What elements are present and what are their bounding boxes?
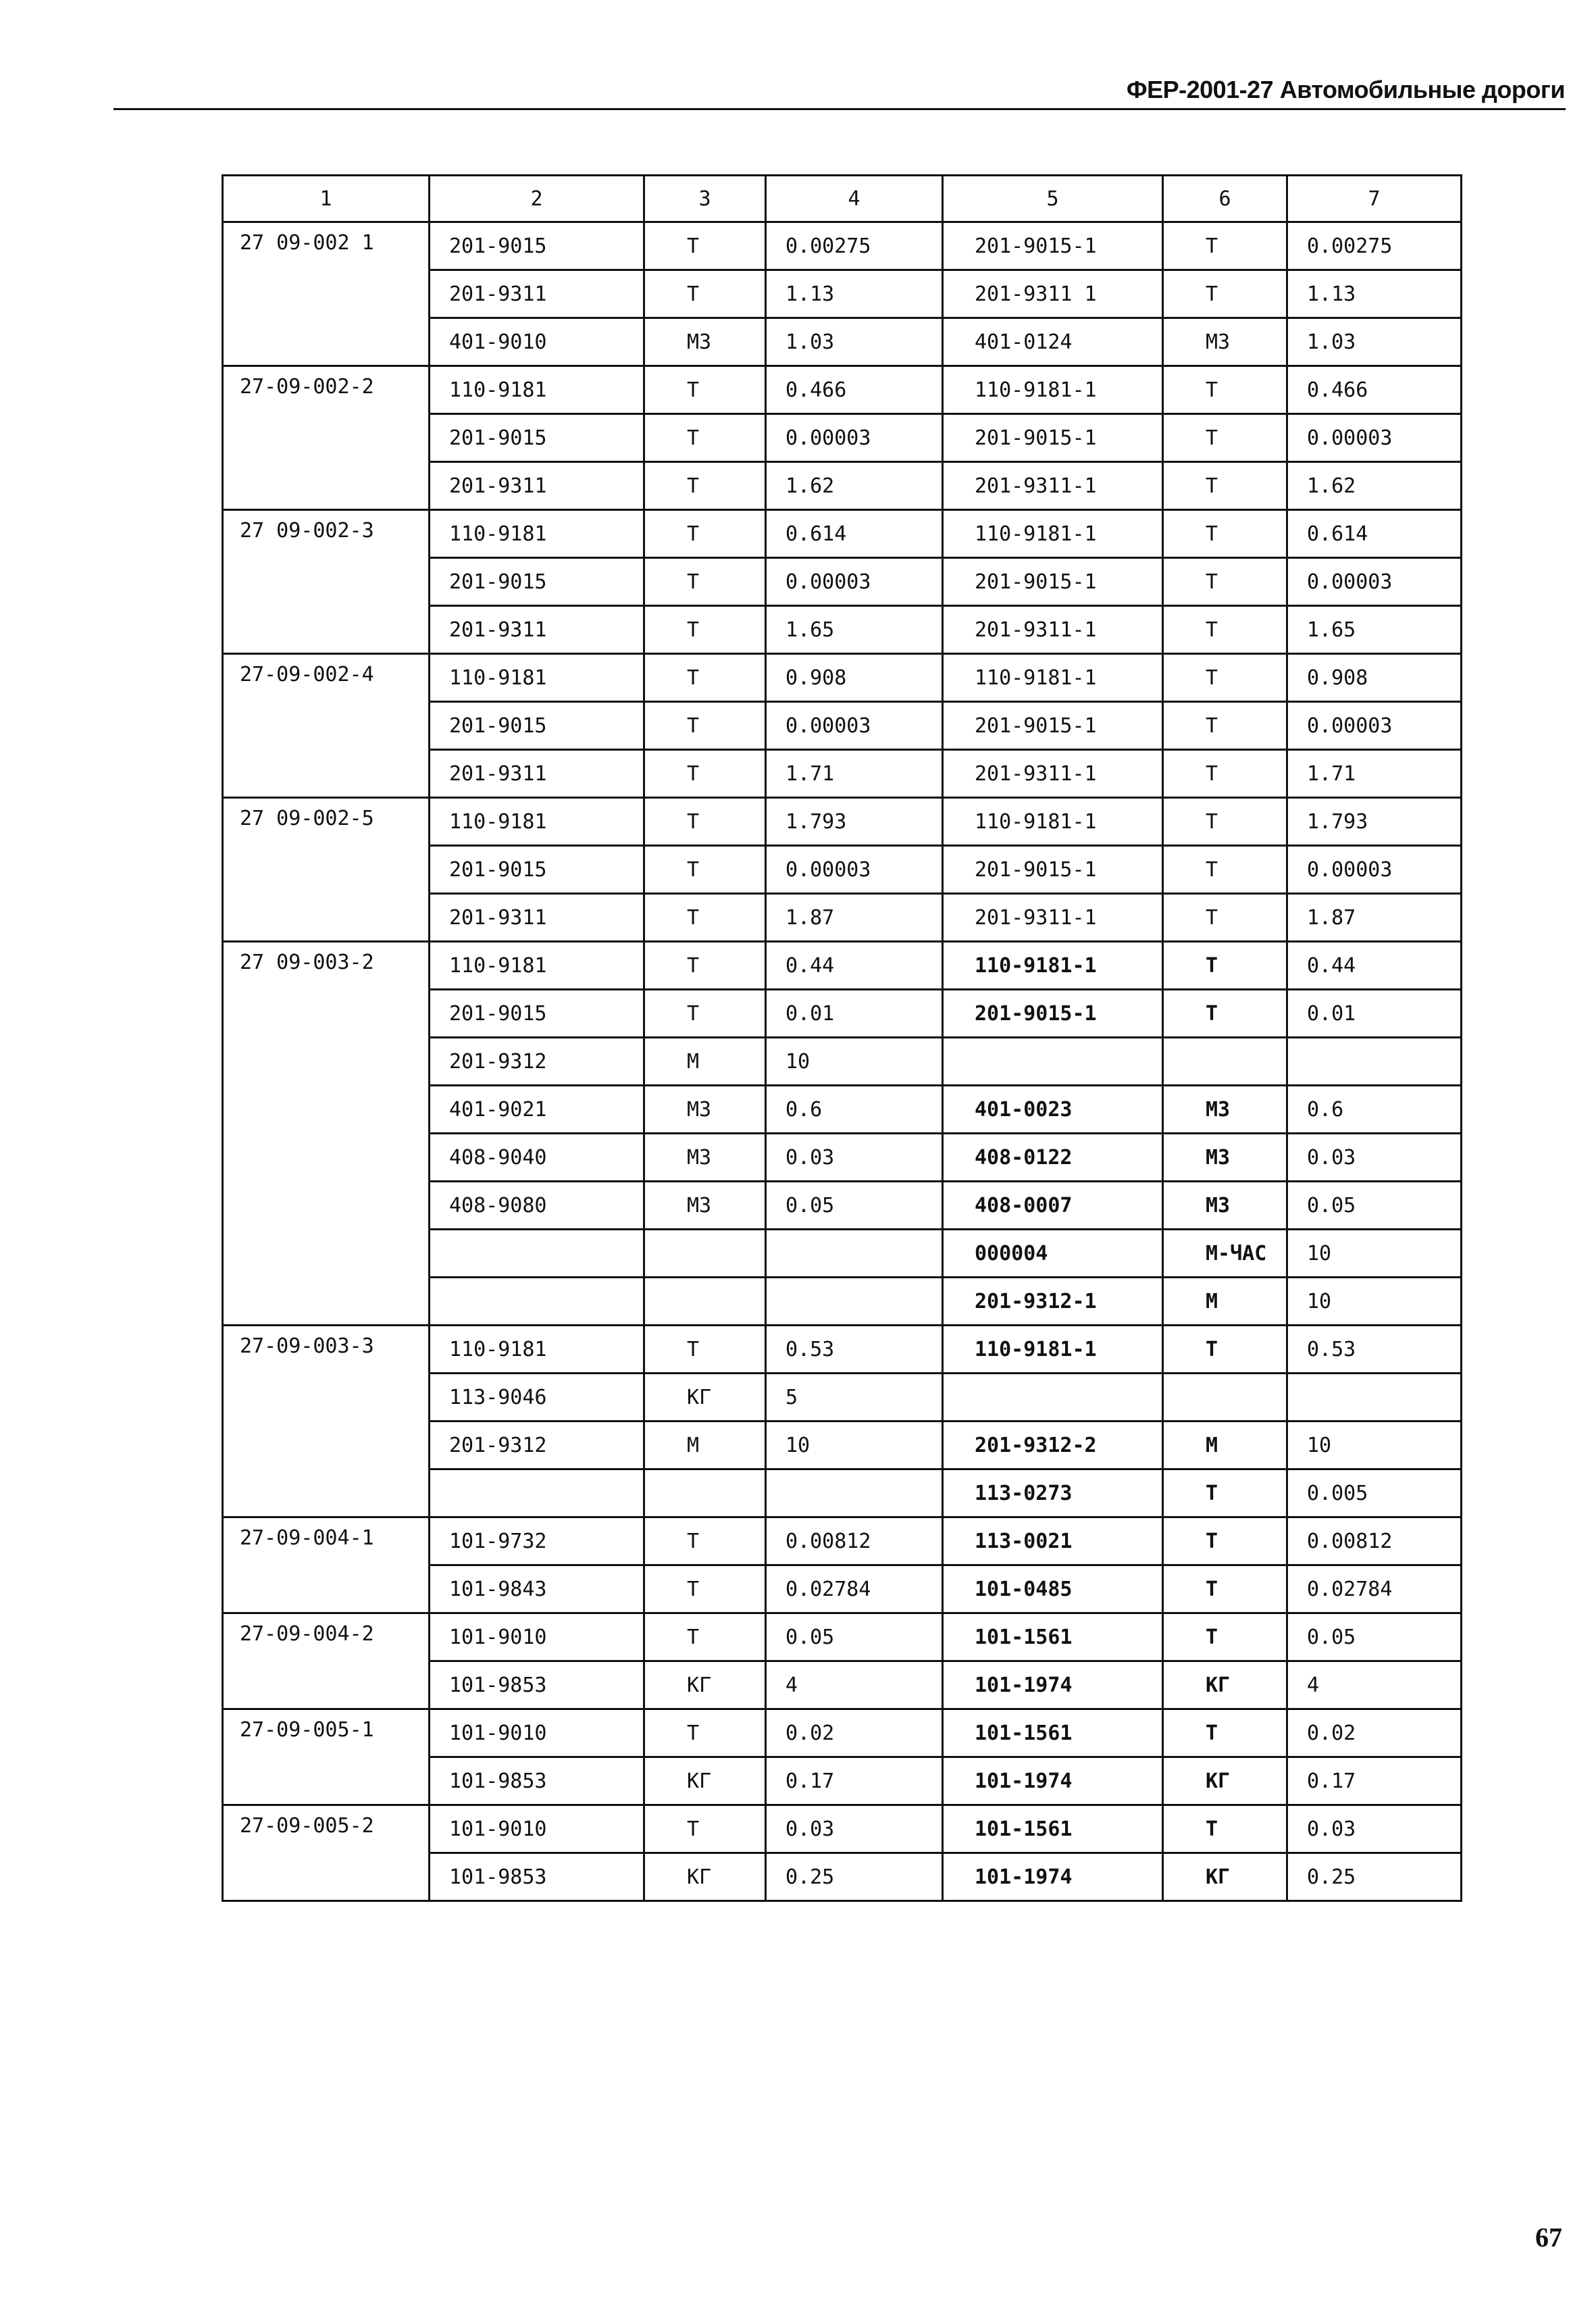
header-divider: [113, 108, 1566, 110]
table-cell: 0.03: [1287, 1805, 1462, 1853]
table-cell: 201-9311: [430, 462, 644, 510]
table-cell: 0.00003: [1287, 414, 1462, 462]
table-cell: 10: [1287, 1278, 1462, 1326]
table-cell: 201-9311: [430, 606, 644, 654]
table-cell: T: [644, 1565, 766, 1613]
table-cell: 0.6: [766, 1086, 943, 1134]
table-cell: T: [1163, 414, 1287, 462]
table-cell: T: [644, 942, 766, 990]
table-cell: 201-9015-1: [943, 702, 1163, 750]
table-cell: 201-9311-1: [943, 894, 1163, 942]
table-cell: 0.00003: [766, 702, 943, 750]
page-number: 67: [1535, 2222, 1562, 2253]
table-cell: [644, 1278, 766, 1326]
table-cell: T: [644, 1709, 766, 1757]
table-cell: 0.908: [1287, 654, 1462, 702]
table-cell: КГ: [644, 1661, 766, 1709]
rate-code-cell: 27 09-002-5: [223, 798, 430, 942]
table-cell: 110-9181: [430, 510, 644, 558]
table-cell: T: [644, 846, 766, 894]
table-cell: T: [1163, 222, 1287, 270]
table-cell: T: [644, 414, 766, 462]
table-cell: M3: [644, 318, 766, 366]
table-cell: T: [644, 750, 766, 798]
column-header: 5: [943, 176, 1163, 222]
document-title: ФЕР-2001-27 Автомобильные дороги: [1126, 76, 1565, 103]
table-cell: T: [644, 222, 766, 270]
table-row: [223, 1613, 1462, 1661]
table-cell: T: [1163, 750, 1287, 798]
table-cell: [1163, 1038, 1287, 1086]
table-cell: 101-9010: [430, 1805, 644, 1853]
table-cell: 201-9311-1: [943, 462, 1163, 510]
table-cell: T: [1163, 510, 1287, 558]
table-cell: 110-9181-1: [943, 1326, 1163, 1374]
table-cell: [1287, 1374, 1462, 1422]
table-cell: 4: [766, 1661, 943, 1709]
table-cell: T: [644, 462, 766, 510]
table-row: [223, 1517, 1462, 1565]
table-cell: 201-9312: [430, 1038, 644, 1086]
table-cell: 201-9015: [430, 222, 644, 270]
table-cell: T: [1163, 462, 1287, 510]
table-cell: [430, 1230, 644, 1278]
table-cell: T: [1163, 894, 1287, 942]
table-cell: 110-9181: [430, 366, 644, 414]
table-cell: КГ: [1163, 1757, 1287, 1805]
table-cell: M-ЧАС: [1163, 1230, 1287, 1278]
table-cell: [1163, 1374, 1287, 1422]
table-cell: 201-9311: [430, 894, 644, 942]
table-cell: 101-1561: [943, 1613, 1163, 1661]
rate-code-cell: 27 09-002 1: [223, 222, 430, 366]
table-cell: T: [1163, 798, 1287, 846]
table-cell: КГ: [644, 1374, 766, 1422]
table-cell: [943, 1374, 1163, 1422]
table-cell: 0.00003: [766, 846, 943, 894]
table-cell: 401-9010: [430, 318, 644, 366]
table-cell: 101-9010: [430, 1613, 644, 1661]
rate-code-cell: 27-09-002-4: [223, 654, 430, 798]
table-cell: 113-0273: [943, 1469, 1163, 1517]
table-cell: 0.908: [766, 654, 943, 702]
table-cell: 401-9021: [430, 1086, 644, 1134]
table-header-row: [223, 176, 1462, 222]
table-cell: T: [644, 1326, 766, 1374]
table-cell: T: [1163, 1565, 1287, 1613]
table-cell: 0.00275: [766, 222, 943, 270]
table-cell: 0.466: [1287, 366, 1462, 414]
column-header: 2: [430, 176, 644, 222]
table-cell: [766, 1278, 943, 1326]
table-cell: 101-9853: [430, 1757, 644, 1805]
table-cell: [644, 1469, 766, 1517]
table-cell: 0.00003: [1287, 846, 1462, 894]
table-cell: 0.02: [766, 1709, 943, 1757]
table-cell: T: [1163, 1805, 1287, 1853]
rate-code-cell: 27-09-005-1: [223, 1709, 430, 1805]
table-cell: T: [644, 702, 766, 750]
table-cell: 101-1974: [943, 1661, 1163, 1709]
table-cell: T: [1163, 1469, 1287, 1517]
table-cell: 0.00812: [1287, 1517, 1462, 1565]
table-cell: 110-9181: [430, 798, 644, 846]
table-cell: 0.17: [766, 1757, 943, 1805]
table-cell: 0.05: [766, 1613, 943, 1661]
table-cell: T: [644, 558, 766, 606]
table-cell: [766, 1230, 943, 1278]
column-header: 3: [644, 176, 766, 222]
column-header: 7: [1287, 176, 1462, 222]
table-cell: 0.53: [1287, 1326, 1462, 1374]
table-cell: 5: [766, 1374, 943, 1422]
table-row: [223, 222, 1462, 270]
table-cell: 408-0007: [943, 1182, 1163, 1230]
table-cell: T: [644, 606, 766, 654]
table-cell: 201-9312: [430, 1422, 644, 1469]
table-cell: 401-0023: [943, 1086, 1163, 1134]
table-cell: M3: [644, 1182, 766, 1230]
table-cell: M3: [644, 1086, 766, 1134]
table-cell: 201-9015-1: [943, 414, 1163, 462]
table-cell: 0.44: [766, 942, 943, 990]
table-cell: 0.05: [766, 1182, 943, 1230]
table-cell: T: [644, 1517, 766, 1565]
table-cell: 0.466: [766, 366, 943, 414]
table-cell: 0.00812: [766, 1517, 943, 1565]
table-row: [223, 1709, 1462, 1757]
table-cell: M: [644, 1038, 766, 1086]
table-cell: 201-9312-1: [943, 1278, 1163, 1326]
table-cell: 110-9181: [430, 654, 644, 702]
table-cell: 101-9843: [430, 1565, 644, 1613]
table-row: [223, 654, 1462, 702]
table-cell: 408-0122: [943, 1134, 1163, 1182]
table-cell: 201-9311-1: [943, 750, 1163, 798]
table-cell: 4: [1287, 1661, 1462, 1709]
table-cell: T: [644, 510, 766, 558]
table-cell: T: [1163, 846, 1287, 894]
resource-replacement-table: [222, 174, 1462, 1902]
table-cell: 0.00003: [766, 558, 943, 606]
table-cell: 1.793: [1287, 798, 1462, 846]
table-cell: 0.005: [1287, 1469, 1462, 1517]
table-cell: 201-9015: [430, 702, 644, 750]
table-cell: 0.614: [1287, 510, 1462, 558]
table-cell: 110-9181: [430, 942, 644, 990]
table-row: [223, 510, 1462, 558]
table-cell: T: [1163, 606, 1287, 654]
table-cell: 000004: [943, 1230, 1163, 1278]
table-cell: 1.03: [766, 318, 943, 366]
table-cell: 401-0124: [943, 318, 1163, 366]
table-cell: [430, 1469, 644, 1517]
table-cell: 0.05: [1287, 1613, 1462, 1661]
table-cell: 201-9015: [430, 414, 644, 462]
table-cell: T: [1163, 990, 1287, 1038]
table-cell: 201-9015: [430, 990, 644, 1038]
table-cell: T: [1163, 702, 1287, 750]
table-cell: M: [1163, 1422, 1287, 1469]
table-cell: КГ: [1163, 1853, 1287, 1901]
table-cell: 0.25: [766, 1853, 943, 1901]
table-cell: M: [644, 1422, 766, 1469]
table-cell: 0.00003: [1287, 702, 1462, 750]
table-cell: 0.02784: [766, 1565, 943, 1613]
table-cell: 201-9015-1: [943, 222, 1163, 270]
column-header: 1: [223, 176, 430, 222]
table-cell: 0.17: [1287, 1757, 1462, 1805]
table-cell: 113-9046: [430, 1374, 644, 1422]
table-cell: T: [644, 1805, 766, 1853]
rate-code-cell: 27-09-004-2: [223, 1613, 430, 1709]
table-cell: 201-9015-1: [943, 990, 1163, 1038]
table-cell: M3: [1163, 1134, 1287, 1182]
table-cell: 1.87: [1287, 894, 1462, 942]
table-cell: M3: [1163, 1182, 1287, 1230]
table-row: [223, 798, 1462, 846]
table-cell: T: [644, 366, 766, 414]
table-cell: 408-9040: [430, 1134, 644, 1182]
table-cell: [943, 1038, 1163, 1086]
table-cell: 110-9181-1: [943, 366, 1163, 414]
table-cell: T: [644, 654, 766, 702]
table-cell: [430, 1278, 644, 1326]
table-cell: 0.00275: [1287, 222, 1462, 270]
table-cell: 0.6: [1287, 1086, 1462, 1134]
table-cell: [644, 1230, 766, 1278]
table-cell: [766, 1469, 943, 1517]
table-cell: 110-9181-1: [943, 654, 1163, 702]
table-cell: 0.01: [1287, 990, 1462, 1038]
table-cell: 201-9311 1: [943, 270, 1163, 318]
table-cell: T: [644, 990, 766, 1038]
rate-code-cell: 27 09-002-3: [223, 510, 430, 654]
table-cell: T: [1163, 1709, 1287, 1757]
table-cell: 0.03: [1287, 1134, 1462, 1182]
table-cell: T: [1163, 558, 1287, 606]
table-cell: 110-9181-1: [943, 942, 1163, 990]
table-row: [223, 1805, 1462, 1853]
table-cell: 1.13: [1287, 270, 1462, 318]
table-row: [223, 366, 1462, 414]
table-cell: 1.71: [766, 750, 943, 798]
table-cell: 10: [766, 1038, 943, 1086]
table-cell: 0.03: [766, 1134, 943, 1182]
table-cell: 0.44: [1287, 942, 1462, 990]
table-row: [223, 1326, 1462, 1374]
table-cell: 0.53: [766, 1326, 943, 1374]
table-cell: 0.03: [766, 1805, 943, 1853]
table-cell: 1.03: [1287, 318, 1462, 366]
table-cell: M3: [644, 1134, 766, 1182]
table-cell: КГ: [644, 1853, 766, 1901]
table-cell: 101-9853: [430, 1853, 644, 1901]
table-cell: M3: [1163, 1086, 1287, 1134]
table-cell: 201-9311-1: [943, 606, 1163, 654]
table-cell: M3: [1163, 318, 1287, 366]
column-header: 4: [766, 176, 943, 222]
table-cell: 408-9080: [430, 1182, 644, 1230]
table-cell: 201-9015-1: [943, 558, 1163, 606]
rate-code-cell: 27-09-002-2: [223, 366, 430, 510]
table-cell: 0.00003: [766, 414, 943, 462]
table-cell: 0.25: [1287, 1853, 1462, 1901]
rate-code-cell: 27-09-005-2: [223, 1805, 430, 1901]
table-cell: T: [644, 270, 766, 318]
table-cell: 0.00003: [1287, 558, 1462, 606]
table-cell: [1287, 1038, 1462, 1086]
table-cell: 1.87: [766, 894, 943, 942]
table-cell: 110-9181-1: [943, 798, 1163, 846]
table-cell: 1.71: [1287, 750, 1462, 798]
table-cell: T: [1163, 654, 1287, 702]
rate-code-cell: 27-09-003-3: [223, 1326, 430, 1517]
table-cell: 0.05: [1287, 1182, 1462, 1230]
table-cell: 201-9312-2: [943, 1422, 1163, 1469]
table-cell: T: [1163, 1326, 1287, 1374]
table-cell: 101-1561: [943, 1805, 1163, 1853]
table-cell: 113-0021: [943, 1517, 1163, 1565]
table-cell: 10: [1287, 1230, 1462, 1278]
table-cell: 0.02784: [1287, 1565, 1462, 1613]
table-cell: 1.62: [766, 462, 943, 510]
table-cell: 201-9015: [430, 558, 644, 606]
table-cell: 101-0485: [943, 1565, 1163, 1613]
table-cell: 101-9010: [430, 1709, 644, 1757]
rate-code-cell: 27-09-004-1: [223, 1517, 430, 1613]
table-cell: 0.614: [766, 510, 943, 558]
table-cell: КГ: [1163, 1661, 1287, 1709]
table-cell: 110-9181-1: [943, 510, 1163, 558]
table-cell: T: [1163, 942, 1287, 990]
table-cell: 201-9015: [430, 846, 644, 894]
table-cell: T: [644, 798, 766, 846]
table-cell: 1.793: [766, 798, 943, 846]
table-cell: 101-9732: [430, 1517, 644, 1565]
table-cell: 10: [1287, 1422, 1462, 1469]
table-cell: T: [1163, 1517, 1287, 1565]
table-cell: T: [644, 1613, 766, 1661]
table-cell: 1.65: [1287, 606, 1462, 654]
table-cell: 201-9311: [430, 270, 644, 318]
table-cell: 201-9015-1: [943, 846, 1163, 894]
table-row: [223, 942, 1462, 990]
table-cell: T: [644, 894, 766, 942]
rate-code-cell: 27 09-003-2: [223, 942, 430, 1326]
table-cell: 1.65: [766, 606, 943, 654]
table-cell: T: [1163, 270, 1287, 318]
column-header: 6: [1163, 176, 1287, 222]
table-cell: 110-9181: [430, 1326, 644, 1374]
table-cell: 101-1974: [943, 1757, 1163, 1805]
table-cell: T: [1163, 366, 1287, 414]
table-cell: 1.62: [1287, 462, 1462, 510]
table-cell: 101-1561: [943, 1709, 1163, 1757]
table-cell: 0.01: [766, 990, 943, 1038]
table-cell: 10: [766, 1422, 943, 1469]
table-cell: 1.13: [766, 270, 943, 318]
table-cell: КГ: [644, 1757, 766, 1805]
table-cell: 101-1974: [943, 1853, 1163, 1901]
table-cell: M: [1163, 1278, 1287, 1326]
table-cell: 101-9853: [430, 1661, 644, 1709]
table-cell: 201-9311: [430, 750, 644, 798]
table-cell: 0.02: [1287, 1709, 1462, 1757]
table-cell: T: [1163, 1613, 1287, 1661]
